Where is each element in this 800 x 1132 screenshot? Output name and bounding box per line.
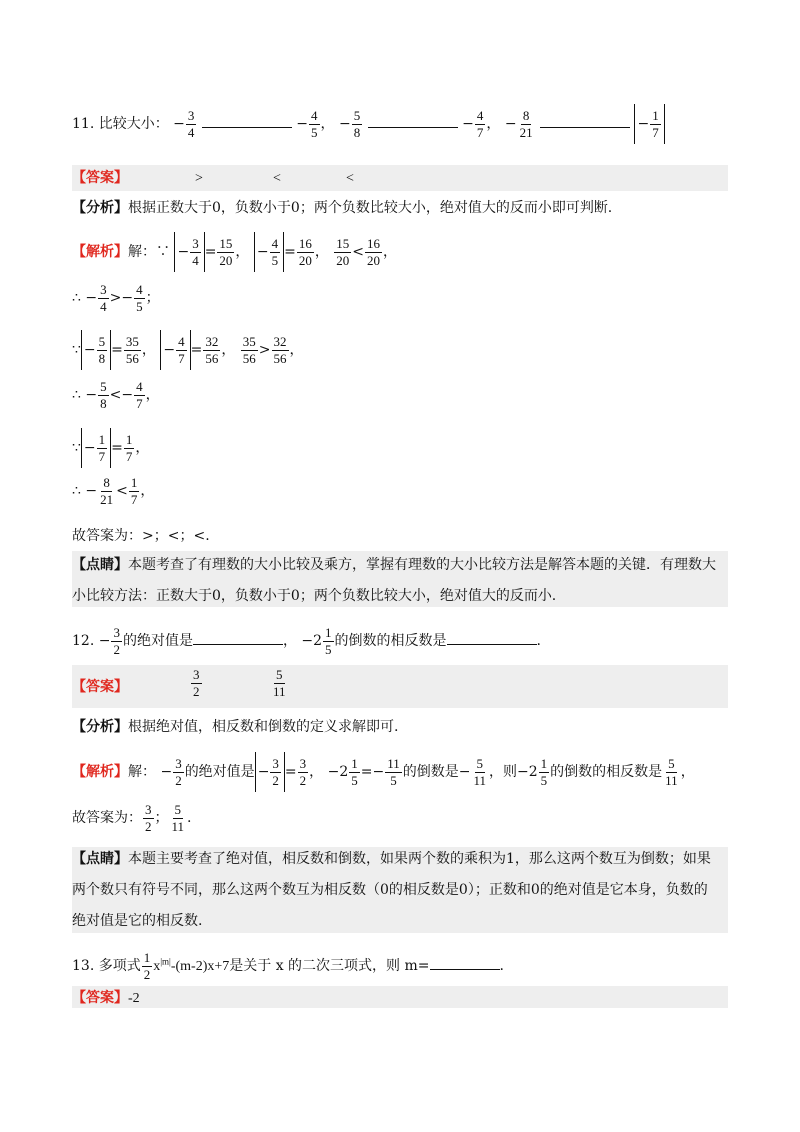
fraction: $\frac{4}{5}$ <box>311 107 318 140</box>
answer-blank <box>193 630 283 645</box>
fraction: $\frac{5}{8}$ <box>353 107 361 140</box>
solution-step: ∵ − $\frac{1}{7}$ = $\frac{1}{7}$ ， <box>72 428 728 468</box>
fraction: $\frac{3}{4}$ <box>187 107 195 140</box>
answer-blank <box>430 955 500 970</box>
comment-row: 【点睛】本题考查了有理数的大小比较及乘方，掌握有理数的大小比较方法是解答本题的关键．有理数大 <box>72 557 716 573</box>
analysis-row <box>72 201 728 215</box>
answer-row: 【答案】-2 <box>72 990 140 1006</box>
question-13: 13. 多项式 $\frac{1}{2}$ $x^{|m|}-(m-2)x+7$是关于 x 的二次三项式，则 m= . <box>72 950 504 982</box>
answer-2: $\frac{5}{11}$ <box>273 667 286 699</box>
analysis-tag: 【分析】 <box>72 200 128 216</box>
absolute-value: − $\frac{1}{7}$ <box>634 104 664 144</box>
answer-2: < <box>273 171 281 186</box>
solution-step: ∴ − $\frac{3}{4}$ >− $\frac{4}{5}$ ； <box>72 282 160 314</box>
solution-step: ∴ − $\frac{8}{21}$ < $\frac{1}{7}$ ， <box>72 475 155 507</box>
question-12: 12. − $\frac{3}{2}$ 的绝对值是 ， −2 $\frac{1}{5}$ 的倒数的相反数是 . <box>72 625 541 657</box>
comment-row: 【点睛】本题主要考查了绝对值，相反数和倒数，如果两个数的乘积为1，那么这两个数互为倒数；如果 <box>72 851 711 867</box>
question-prompt: 比较大小： <box>98 116 169 132</box>
answer-row: 【答案】 <box>72 679 128 695</box>
question-number: 11. <box>72 116 95 132</box>
comment-tag: 【点睛】 <box>72 557 128 573</box>
fraction: $\frac{8}{21}$ <box>519 107 533 140</box>
conclusion-row: 故答案为： $\frac{3}{2}$ ； $\frac{5}{11}$ . <box>72 802 192 834</box>
analysis-row: 【分析】根据绝对值，相反数和倒数的定义求解即可. <box>72 719 399 735</box>
solution-step: ∴ − $\frac{5}{8}$ <− $\frac{4}{7}$ ， <box>72 379 160 411</box>
analysis-text: 根据正数大于0，负数小于0；两个负数比较大小，绝对值大的反而小即可判断. <box>128 200 613 216</box>
answer-1: > <box>195 171 203 186</box>
answer-3: < <box>346 171 354 186</box>
answer-blank <box>368 113 458 128</box>
fraction: $\frac{4}{7}$ <box>476 107 484 140</box>
solution-row: 【解析】解：∵ − $\frac{3}{4}$ = $\frac{15}{20}$ ， − $\frac{4}{5}$ = $\frac{16}{20}$ ， $\frac{15}{20}$ < $\frac{16}{20}$ ， <box>72 232 728 272</box>
comment-row: 两个数只有符号不同，那么这两个数互为相反数（0的相反数是0）；正数和0的绝对值是它本身，负数的 <box>72 882 708 898</box>
answer-1: $\frac{3}{2}$ <box>193 667 200 699</box>
conclusion-row: 故答案为：>；<；<. <box>72 528 210 544</box>
comment-row: 绝对值是它的相反数. <box>72 913 203 929</box>
comment-row: 小比较方法：正数大于0，负数小于0；两个负数比较大小，绝对值大的反而小. <box>72 588 557 604</box>
answer-blank <box>447 630 537 645</box>
question-11: 11. 比较大小： − $\frac{3}{4}$ − $\frac{4}{5}$ ， − $\frac{5}{8}$ − $\frac{4}{7}$ ， − $\frac{8}{21}$ − $\frac{1}{7}$ <box>72 104 728 144</box>
solution-row: 【解析】解： − $\frac{3}{2}$ 的绝对值是 − $\frac{3}{2}$ = $\frac{3}{2}$ ， −2 $\frac{1}{5}$ =− $\frac{11}{5}$ 的倒数是− $\frac{5}{11}$ ，则−2 $\frac{1}{5}$ 的倒数的相反数是 $\frac{5}{11}$ ， <box>72 752 728 792</box>
answer-row <box>72 171 728 185</box>
answer-blank <box>540 113 630 128</box>
answer-tag: 【答案】 <box>72 170 128 186</box>
solution-step: ∵ − $\frac{5}{8}$ = $\frac{35}{56}$ ， − $\frac{4}{7}$ = $\frac{32}{56}$ ， $\frac{35}{56}$ > $\frac{32}{56}$ ， <box>72 330 728 370</box>
answer-blank <box>202 113 292 128</box>
solution-tag: 【解析】 <box>72 244 128 260</box>
